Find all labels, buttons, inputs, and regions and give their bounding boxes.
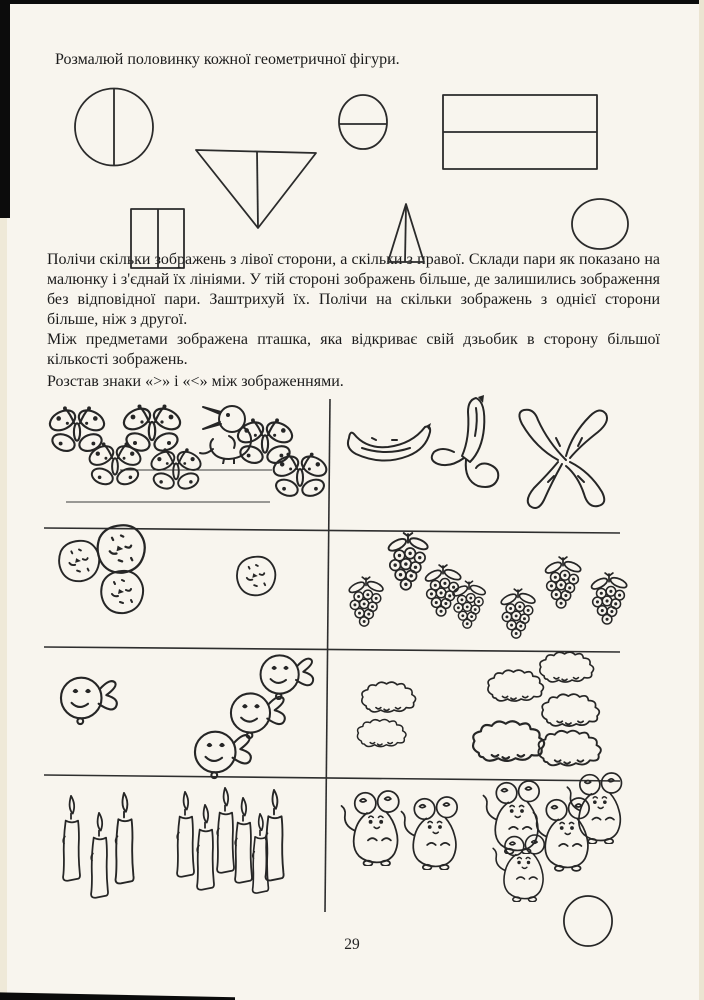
berry-drawing	[424, 565, 462, 616]
task3-instruction: Між предметами зображена пташка, яка відкриває свій дзьобик в сторону більшої кількості зображень.	[47, 331, 660, 368]
candle-drawing	[177, 792, 194, 877]
candle-drawing	[63, 796, 80, 881]
cloud-drawing	[542, 694, 599, 726]
task2-instruction: Полічи скільки зображень з лівої сторони, а скільки з правої. Склади пари як показано на малюнку і з'єднай їх лініями. У тій стороні зображень більше, де залишились зображення без відповідної пари. Заштрихуй їх. Полічи на скільки зображень з однієї сторони більше, ніж з другої.	[47, 251, 660, 328]
banana-star-drawing	[519, 410, 607, 508]
fish-drawing	[231, 693, 285, 738]
cell-fish	[61, 655, 313, 778]
fish-drawing	[61, 678, 117, 724]
candle-drawing	[217, 788, 234, 873]
cell-buns	[59, 525, 275, 613]
bun-drawing	[59, 541, 99, 581]
grid-horizontal-divider-2	[44, 647, 620, 652]
bun-drawing	[98, 525, 145, 572]
berry-drawing	[348, 577, 385, 626]
page-number: 29	[344, 936, 360, 953]
scan-edge-left	[0, 0, 10, 218]
mouse-drawing	[342, 791, 399, 866]
shape-rectangle-split-horizontal	[443, 95, 597, 169]
cloud-drawing	[362, 682, 416, 712]
shape-triangle-down-split	[196, 150, 316, 228]
cell-mice	[342, 773, 622, 946]
fish-drawing	[195, 732, 251, 778]
cloud-drawing	[488, 670, 543, 701]
candle-drawing	[197, 805, 214, 890]
cloud-drawing	[473, 721, 544, 761]
berry-drawing	[544, 557, 582, 608]
banana-peeled-drawing	[432, 395, 499, 487]
cell-candles	[63, 788, 284, 898]
bun-drawing	[237, 557, 275, 596]
task4-instruction: Розстав знаки «>» і «<» між зображеннями.	[47, 373, 344, 390]
shape-ellipse-split-horizontal	[339, 95, 387, 149]
cloud-drawing	[357, 720, 406, 747]
scan-edge-right	[699, 0, 704, 1000]
candle-drawing	[91, 813, 108, 898]
cloud-drawing	[538, 731, 600, 766]
grid-vertical-divider	[325, 399, 330, 912]
mouse-drawing	[567, 773, 621, 844]
candle-drawing	[266, 790, 284, 881]
butterfly-drawing	[120, 404, 183, 453]
candle-drawing	[116, 793, 134, 884]
cell-butterflies-with-bird	[47, 404, 330, 498]
banana-drawing	[348, 423, 431, 461]
geometric-shapes	[75, 89, 628, 269]
bird-drawing	[200, 406, 251, 464]
berry-drawing	[387, 533, 429, 590]
answer-circle-drawing	[564, 896, 612, 946]
cloud-drawing	[540, 652, 594, 682]
bun-drawing	[101, 571, 143, 613]
scan-edge-left-lower	[0, 218, 7, 1000]
berry-drawing	[590, 573, 628, 624]
butterfly-drawing	[270, 453, 329, 499]
task1-instruction: Розмалюй половинку кожної геометричної фігури.	[55, 51, 400, 68]
cell-blackberries	[348, 533, 628, 638]
grid-horizontal-divider-1	[44, 528, 620, 533]
berry-drawing	[500, 589, 537, 638]
mouse-drawing	[401, 797, 457, 870]
shape-circle-plain	[572, 199, 628, 249]
fish-drawing	[261, 655, 314, 699]
cell-bananas	[348, 395, 607, 508]
shape-square-split-vertical	[131, 209, 184, 268]
shape-triangle-up-split	[388, 204, 424, 262]
berry-drawing	[451, 581, 486, 628]
butterfly-drawing	[235, 418, 296, 466]
candle-drawing	[235, 798, 252, 883]
scan-edge-top	[0, 0, 704, 4]
grid-horizontal-divider-3	[44, 775, 620, 781]
shape-circle-split-vertical	[75, 89, 153, 166]
cell-clouds	[357, 652, 600, 765]
